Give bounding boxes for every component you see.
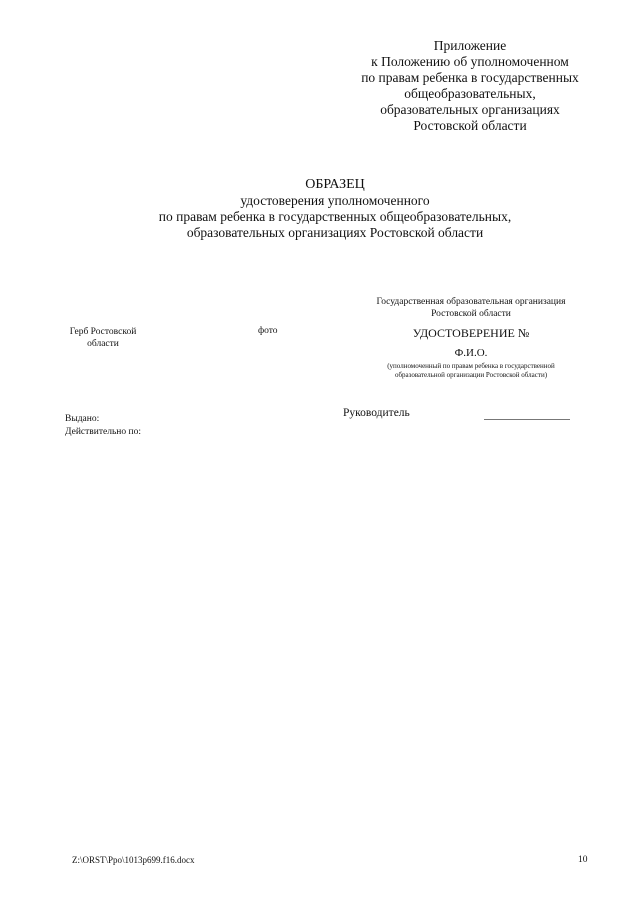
fio-note xyxy=(352,362,590,380)
footer-file-path: Z:\ORST\Ppo\1013p699.f16.docx xyxy=(72,855,195,865)
appendix-line: к Положению об уполномоченном xyxy=(371,54,569,69)
appendix-line: общеобразовательных, xyxy=(404,86,536,101)
appendix-line: по правам ребенка в государственных xyxy=(361,70,579,85)
organization-name xyxy=(352,296,590,320)
signature-line xyxy=(484,419,570,420)
heading-line: по правам ребенка в государственных общеобразовательных, xyxy=(158,209,512,224)
fio-label: Ф.И.О. xyxy=(454,347,488,359)
fio-note-line: (уполномоченный по правам ребенка в государственной xyxy=(387,362,555,370)
valid-until-label: Действительно по: xyxy=(65,427,141,437)
certificate-title: УДОСТОВЕРЕНИЕ № xyxy=(412,326,530,340)
heading-line: образовательных организациях Ростовской области xyxy=(186,225,484,240)
appendix-line: Приложение xyxy=(433,38,507,53)
organization-line: Государственная образовательная организация xyxy=(376,297,566,307)
fio-note-line: образовательной организации Ростовской области) xyxy=(394,371,548,379)
photo-placeholder: фото xyxy=(258,326,278,336)
head-signature-label: Руководитель xyxy=(343,407,410,419)
emblem-line: области xyxy=(87,339,119,349)
appendix-line: Ростовской области xyxy=(413,118,527,133)
heading-line: удостоверения уполномоченного xyxy=(240,193,430,208)
organization-line: Ростовской области xyxy=(431,309,511,319)
page-title: ОБРАЗЕЦ xyxy=(305,177,365,192)
appendix-block xyxy=(330,38,610,134)
appendix-line: образовательных организациях xyxy=(380,102,560,117)
document-heading xyxy=(100,177,570,241)
emblem-line: Герб Ростовской xyxy=(69,327,137,337)
page-number: 10 xyxy=(578,855,588,865)
issued-label: Выдано: xyxy=(65,414,100,424)
emblem-placeholder xyxy=(58,326,148,350)
